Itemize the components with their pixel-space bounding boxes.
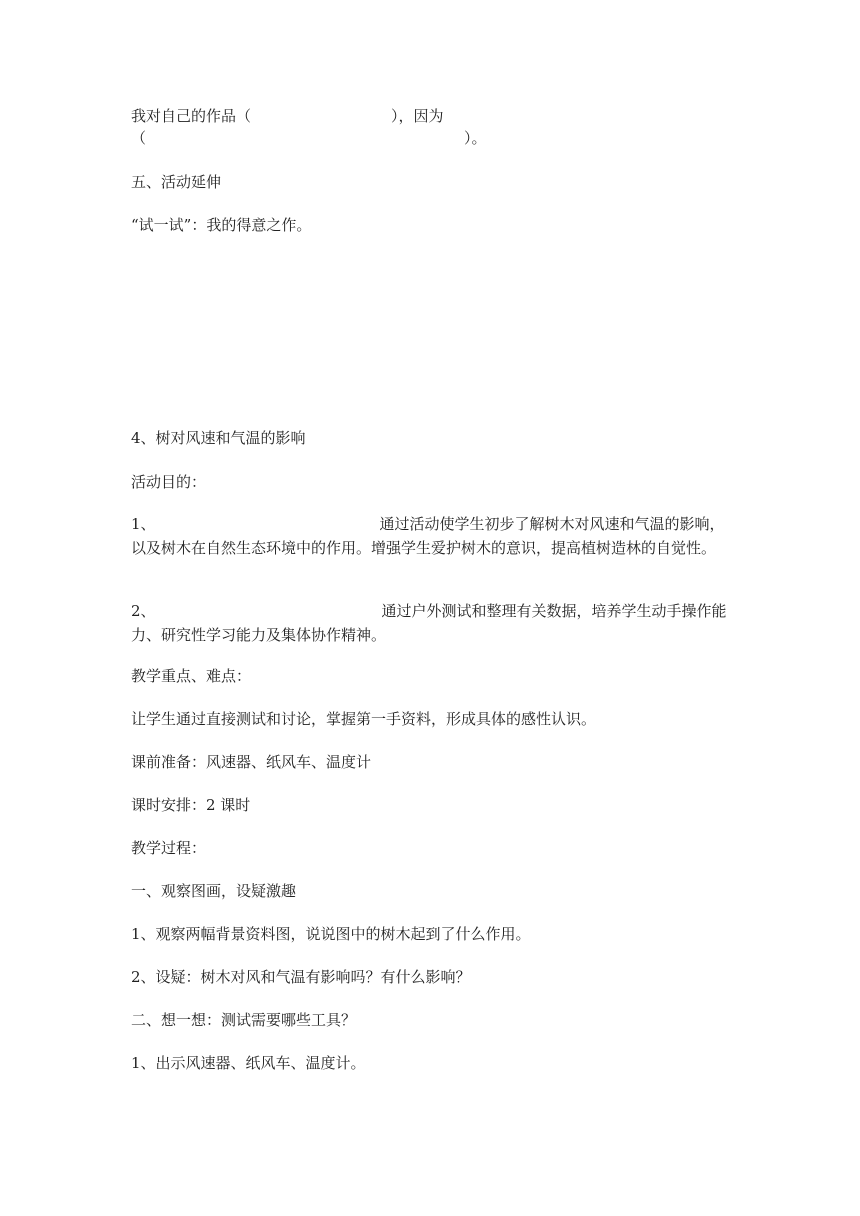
key-points-text: 让学生通过直接测试和讨论，掌握第一手资料，形成具体的感性认识。 [131,710,597,728]
step-2-heading: 二、想一想：测试需要哪些工具？ [131,1011,357,1029]
goal-item-2-text: 通过户外测试和整理有关数据，培养学生动手操作能力、研究性学习能力及集体协作精神。 [131,602,727,644]
step-2-item-1: 1、出示风速器、纸风车、温度计。 [131,1054,366,1072]
step-1-item-1: 1、观察两幅背景资料图，说说图中的树木起到了什么作用。 [131,925,531,943]
goal-item-1-number: 1、 [131,515,156,533]
self-evaluation-part1: 我对自己的作品（ [131,107,252,125]
step-1-item-2: 2、设疑：树木对风和气温有影响吗？有什么影响？ [131,968,471,986]
reason-open-paren: （ [131,129,147,147]
self-evaluation-line [131,104,444,128]
lesson-title: 4、树对风速和气温的影响 [131,429,306,447]
goal-heading: 活动目的： [131,473,207,491]
goal-item-2 [131,599,731,647]
section-heading-extension: 五、活动延伸 [131,173,222,191]
goal-item-1 [131,512,731,560]
reason-close-paren: ）。 [464,129,487,147]
key-points-heading: 教学重点、难点： [131,667,252,685]
try-it-line: “试一试”：我的得意之作。 [131,216,312,234]
self-evaluation-reason-line [131,126,487,150]
self-evaluation-part2: ），因为 [391,107,444,125]
process-heading: 教学过程： [131,839,207,857]
preparation-line: 课前准备：风速器、纸风车、温度计 [131,753,372,771]
schedule-line: 课时安排：2 课时 [131,796,251,814]
step-1-heading: 一、观察图画，设疑激趣 [131,882,297,900]
goal-item-1-text: 通过活动使学生初步了解树木对风速和气温的影响，以及树木在自然生态环境中的作用。增强学生爱护树木的意识，提高植树造林的自觉性。 [131,515,725,557]
goal-item-2-number: 2、 [131,602,156,620]
